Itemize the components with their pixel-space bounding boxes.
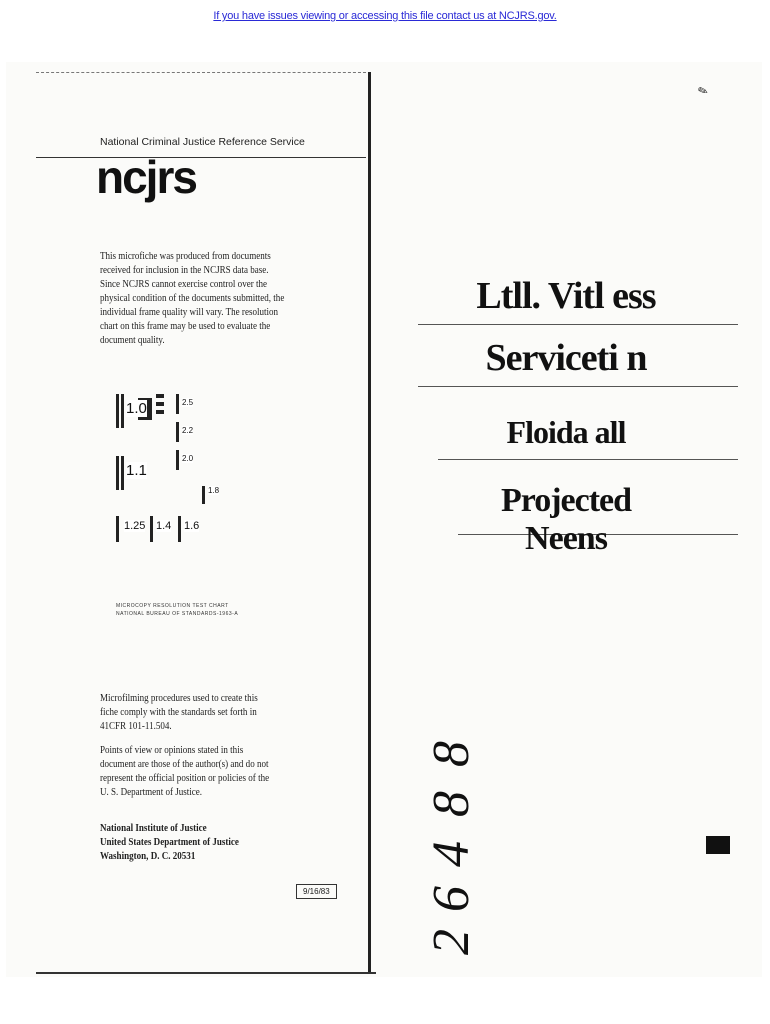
chart-bar (150, 516, 153, 542)
chart-bar (156, 410, 164, 414)
top-divider (36, 72, 366, 73)
chart-bar (176, 450, 179, 470)
ncjrs-logo: ncjrs (96, 151, 196, 203)
chart-bar (116, 394, 119, 428)
chart-label: 1.25 (124, 520, 146, 532)
title-rule (418, 386, 738, 387)
scanned-page (6, 62, 762, 977)
bottom-divider (36, 972, 376, 974)
chart-bar (156, 402, 164, 406)
chart-label: 1.4 (156, 520, 172, 532)
svg-text:8: 8 (423, 741, 480, 767)
address-line: National Institute of Justice (100, 823, 207, 834)
chart-label: 2.0 (182, 454, 194, 463)
corner-scribble-icon: ✎ (695, 82, 711, 100)
chart-bar (176, 422, 179, 442)
title-rule (418, 324, 738, 325)
edge-smudge (706, 836, 730, 854)
chart-bar (116, 456, 119, 490)
chart-bar (202, 486, 205, 504)
chart-label: 2.2 (182, 426, 194, 435)
title-line: Ltll. Vitl ess (476, 275, 656, 317)
chart-caption-line1: MICROCOPY RESOLUTION TEST CHART (116, 603, 229, 609)
chart-bar (176, 394, 179, 414)
report-cover (378, 74, 758, 974)
chart-bar (156, 394, 164, 398)
chart-label: 2.5 (182, 398, 194, 407)
service-name: National Criminal Justice Reference Service (100, 136, 305, 148)
handwritten-accession-number (423, 704, 498, 955)
svg-text:8: 8 (423, 791, 480, 817)
chart-label: 1.1 (126, 462, 147, 479)
svg-text:6: 6 (423, 886, 480, 912)
chart-bar (121, 394, 124, 428)
ncjrs-microfiche-card (36, 72, 371, 972)
chart-bar (116, 516, 119, 542)
resolution-test-chart (116, 394, 220, 544)
address-line: Washington, D. C. 20531 (100, 851, 196, 862)
title-rule (438, 459, 738, 460)
access-notice-link[interactable]: If you have issues viewing or accessing this file contact us at NCJRS.gov. (213, 10, 557, 22)
chart-label: 1.8 (208, 486, 220, 495)
chart-bar (121, 456, 124, 490)
nij-address (100, 822, 272, 864)
microfilming-procedures: Microfilming procedures used to create this fiche comply with the standards set forth in 41CFR 101-11.504. (100, 693, 258, 732)
resolution-chart-caption (116, 602, 238, 618)
chart-bar (178, 516, 181, 542)
chart-label: 1.6 (184, 520, 200, 532)
date-stamp: 9/16/83 (296, 884, 337, 899)
handwritten-number-graphic (423, 704, 498, 955)
service-rule (36, 157, 366, 158)
microfiche-notice: This microfiche was produced from documents received for inclusion in the NCJRS data base. Since NCJRS cannot exercise control over the physical condition of the documents submitted, the individual frame quality will vary. The resolution chart on this frame may be used to evaluate the document quality. (100, 251, 285, 346)
chart-caption-line2: NATIONAL BUREAU OF STANDARDS-1963-A (116, 611, 239, 617)
title-line: Projected Neens (500, 482, 632, 557)
title-line: Serviceti n (485, 337, 647, 379)
title-line: Floida all (506, 414, 626, 450)
disclaimer: Points of view or opinions stated in this document are those of the author(s) and do not represent the official position or policies of the U. S. Department of Justice. (100, 745, 270, 798)
access-notice-banner[interactable] (0, 10, 770, 22)
chart-label: 1.0 (126, 400, 147, 417)
svg-text:4: 4 (423, 841, 480, 867)
address-line: United States Department of Justice (100, 837, 239, 848)
svg-text:2: 2 (423, 929, 480, 955)
